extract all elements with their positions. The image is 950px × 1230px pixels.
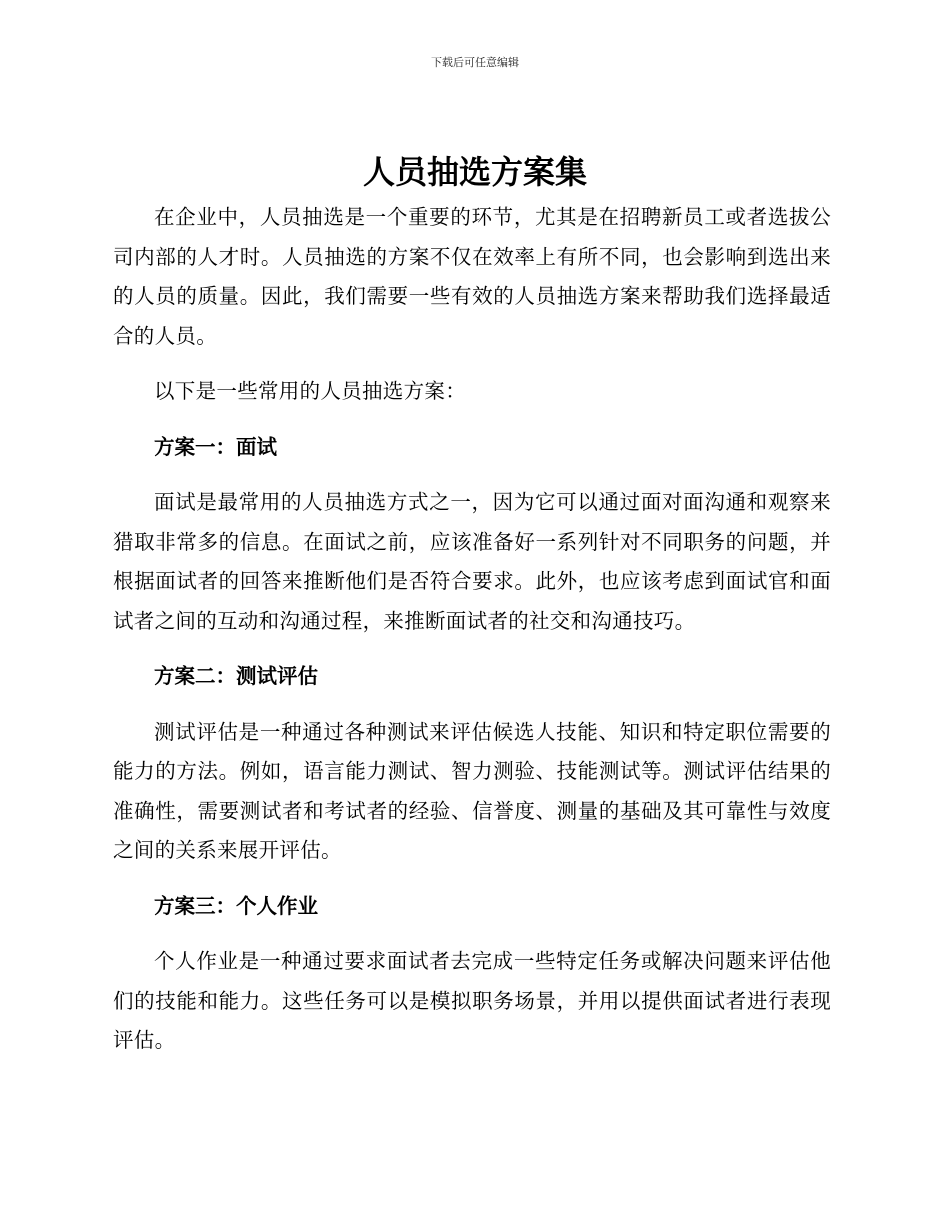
section-heading-test-assessment: 方案二：测试评估 [154, 664, 318, 688]
intro-paragraph: 在企业中，人员抽选是一个重要的环节，尤其是在招聘新员工或者选拔公司内部的人才时。人员抽选的方案不仅在效率上有所不同，也会影响到选出来的人员的质量。因此，我们需要一些有效的人员抽选方案来帮助我们选择最适合的人员。 [113, 205, 831, 348]
document-title: 人员抽选方案集 [362, 153, 587, 191]
document-body [113, 198, 831, 1077]
section-text-interview: 面试是最常用的人员抽选方式之一，因为它可以通过面对面沟通和观察来猎取非常多的信息。在面试之前，应该准备好一系列针对不同职务的问题，并根据面试者的回答来推断他们是否符合要求。此外，也应该考虑到面试官和面试者之间的互动和沟通过程，来推断面试者的社交和沟通技巧。 [113, 490, 831, 633]
section-heading-individual-task: 方案三：个人作业 [154, 893, 318, 918]
section-heading-interview: 方案一：面试 [154, 434, 277, 459]
header-note: 下载后可任意编辑 [431, 56, 519, 69]
lead-paragraph: 以下是一些常用的人员抽选方案： [154, 379, 466, 403]
section-text-test-assessment: 测试评估是一种通过各种测试来评估候选人技能、知识和特定职位需要的能力的方法。例如，语言能力测试、智力测验、技能测试等。测试评估结果的准确性，需要测试者和考试者的经验、信誉度、测量的基础及其可靠性与效度之间的关系来展开评估。 [113, 719, 831, 862]
section-text-individual-task: 个人作业是一种通过要求面试者去完成一些特定任务或解决问题来评估他们的技能和能力。这些任务可以是模拟职务场景，并用以提供面试者进行表现评估。 [113, 949, 831, 1052]
